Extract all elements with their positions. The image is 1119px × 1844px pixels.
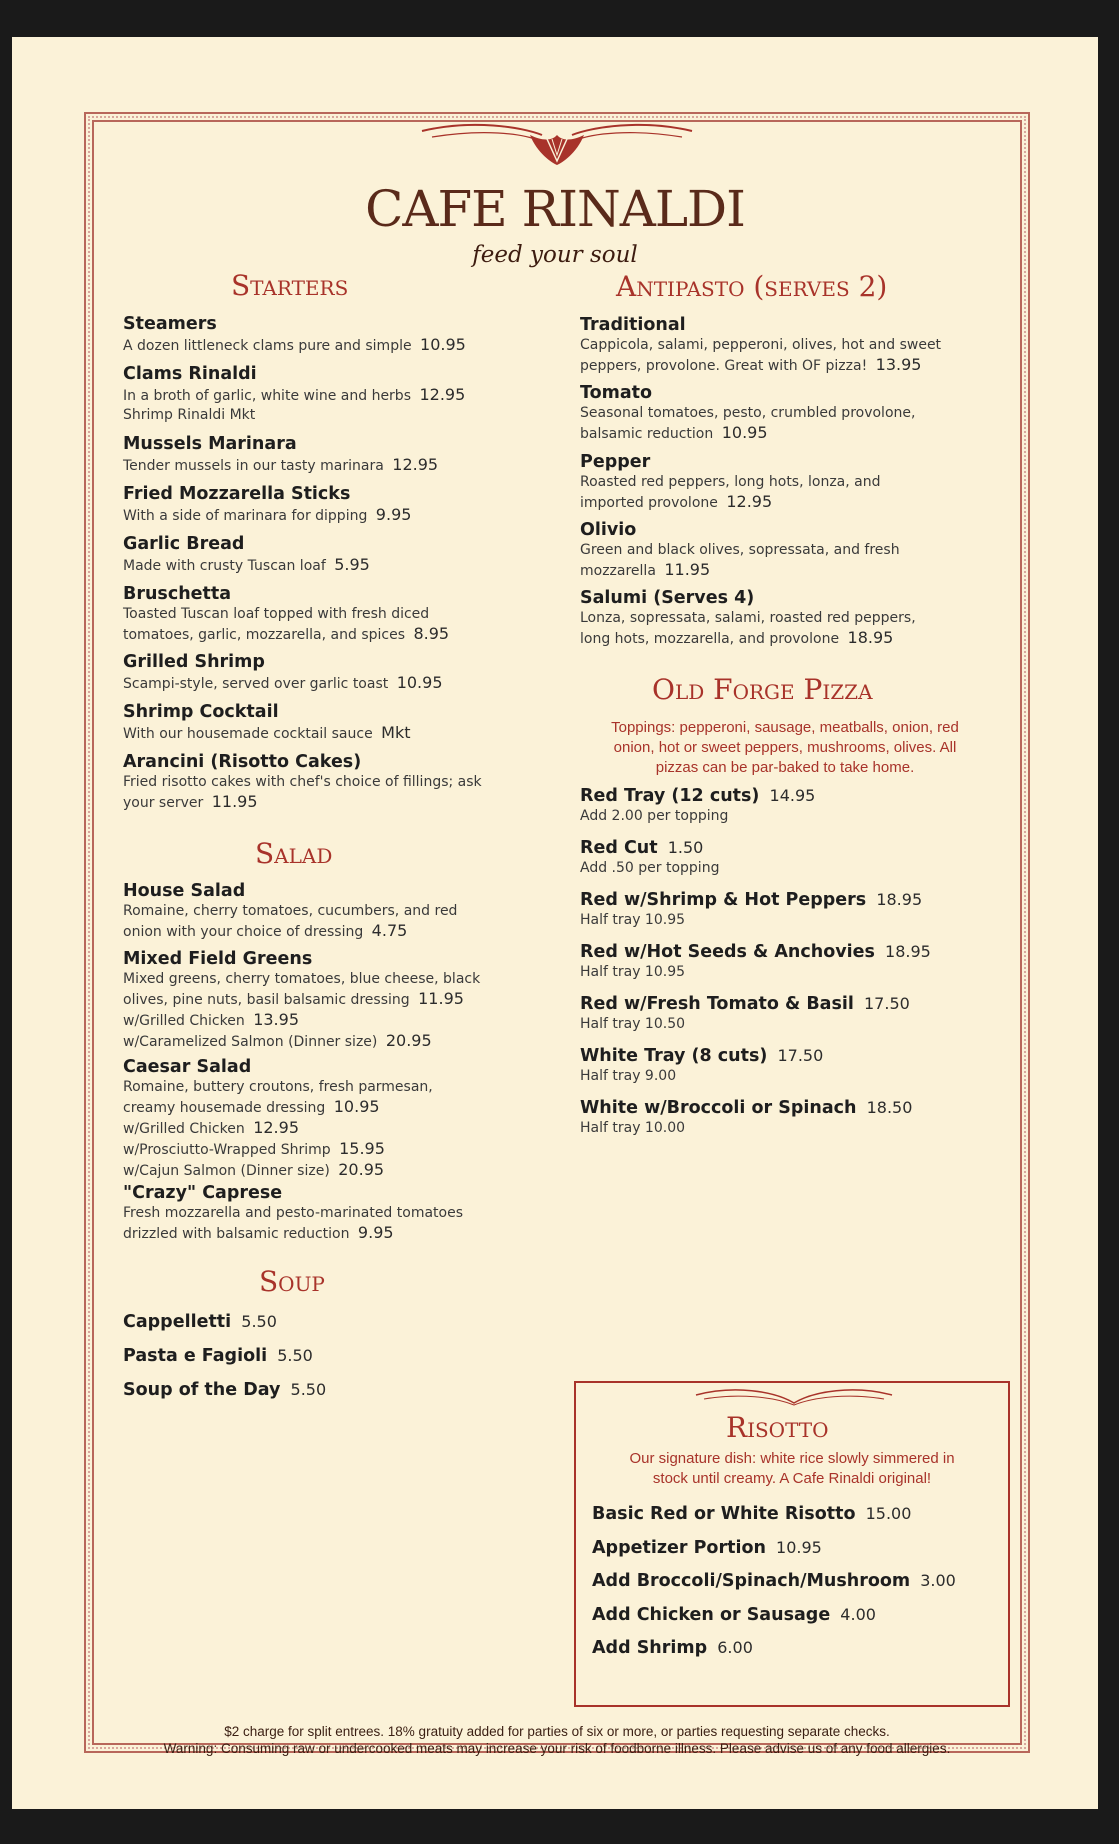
item-price: 4.00 (840, 1604, 876, 1624)
description-text: Fresh mozzarella and pesto-marinated tomatoes (123, 1205, 463, 1221)
item-subtext: Half tray 10.50 (580, 1016, 686, 1032)
item-name: Grilled Shrimp (123, 652, 265, 672)
risotto-item (592, 1503, 1024, 1525)
antipasto-item (580, 382, 1015, 444)
description-text: Shrimp Rinaldi Mkt (123, 407, 256, 423)
pizza-item (580, 1097, 1015, 1138)
note-line: stock until creamy. A Cafe Rinaldi original! (652, 1470, 932, 1487)
item-price: 11.95 (664, 560, 711, 579)
starters-item (123, 701, 543, 744)
item-price: 9.95 (375, 505, 412, 524)
item-description (123, 555, 543, 576)
description-text: Tender mussels in our tasty marinara (123, 458, 384, 474)
risotto-item (592, 1637, 1024, 1659)
item-name-text: Pasta e Fagioli (123, 1346, 268, 1366)
item-price: 17.50 (864, 994, 910, 1013)
item-subtext: Half tray 9.00 (580, 1068, 677, 1084)
item-price: 4.75 (371, 921, 408, 940)
item-name: Traditional (580, 315, 686, 335)
description-text: onion with your choice of dressing (123, 924, 364, 940)
item-price: 12.95 (419, 385, 466, 404)
starters-item (123, 533, 543, 576)
item-name: Mussels Marinara (123, 434, 297, 454)
add-on-line (123, 1139, 543, 1160)
item-price: 18.95 (876, 890, 923, 909)
item-name-text: Add Broccoli/Spinach/Mushroom (592, 1571, 911, 1591)
add-on-price: 13.95 (253, 1010, 299, 1029)
item-price: 10.95 (420, 335, 466, 354)
item-name (580, 941, 1015, 963)
pizza-item (580, 837, 1015, 878)
item-name: Pepper (580, 452, 651, 472)
risotto-item (592, 1570, 1024, 1592)
item-price: 18.95 (885, 942, 931, 961)
add-on-line (123, 1010, 543, 1031)
item-name: Tomato (580, 383, 653, 403)
risotto-box (574, 1381, 1010, 1707)
description-text: Seasonal tomatoes, pesto, crumbled provolone, (580, 405, 916, 421)
description-text: creamy housemade dressing (123, 1100, 326, 1116)
description-line (123, 624, 543, 645)
description-line (123, 673, 543, 694)
item-price: 10.95 (396, 673, 443, 692)
item-name (592, 1570, 1024, 1592)
item-description (580, 609, 1015, 649)
description-text: Green and black olives, sopressata, and fresh (580, 542, 900, 558)
add-on-label: w/Prosciutto-Wrapped Shrimp (123, 1142, 331, 1158)
item-name: Mixed Field Greens (123, 949, 313, 969)
item-name: Steamers (123, 314, 217, 334)
item-price: 17.50 (777, 1046, 824, 1065)
starters-item (123, 363, 543, 425)
add-on-line (123, 1031, 543, 1052)
add-on-label: w/Caramelized Salmon (Dinner size) (123, 1034, 378, 1050)
item-price: 5.50 (277, 1346, 313, 1365)
item-name (592, 1537, 1024, 1559)
item-price: 9.95 (357, 1223, 394, 1242)
item-subtext: Half tray 10.95 (580, 912, 686, 928)
item-name-text: Cappelletti (123, 1312, 232, 1332)
item-name (580, 1097, 1015, 1119)
description-text: Made with crusty Tuscan loaf (123, 558, 326, 574)
starters-item (123, 483, 543, 526)
item-description (123, 335, 543, 356)
item-name-text: Red w/Hot Seeds & Anchovies (580, 942, 875, 962)
item-price: 11.95 (418, 989, 464, 1008)
item-name-text: Red w/Fresh Tomato & Basil (580, 994, 854, 1014)
salad-item (123, 1056, 543, 1181)
description-line (123, 773, 543, 792)
item-name: Clams Rinaldi (123, 364, 257, 384)
description-text: Toasted Tuscan loaf topped with fresh diced (123, 606, 430, 622)
description-text: Scampi-style, served over garlic toast (123, 676, 389, 692)
item-price: 5.50 (290, 1380, 327, 1399)
pizza-item (580, 889, 1015, 930)
add-on-line (123, 1118, 543, 1139)
item-name (592, 1503, 1024, 1525)
description-text: mozzarella (580, 563, 656, 579)
item-description (580, 404, 1015, 444)
antipasto-item (580, 587, 1015, 649)
item-name: Arancini (Risotto Cakes) (123, 752, 362, 772)
item-name-text: Soup of the Day (123, 1380, 281, 1400)
description-line (123, 989, 543, 1010)
description-line (123, 970, 543, 989)
description-line (123, 385, 543, 406)
item-price: 10.95 (333, 1097, 380, 1116)
item-price: 3.00 (920, 1571, 956, 1590)
item-name: Shrimp Cocktail (123, 702, 279, 722)
item-name (592, 1604, 1024, 1626)
description-text: balsamic reduction (580, 426, 714, 442)
description-text: Roasted red peppers, long hots, lonza, and (580, 474, 881, 490)
item-name-text: Add Chicken or Sausage (592, 1604, 831, 1625)
description-text: Lonza, sopressata, salami, roasted red peppers, (580, 610, 916, 626)
add-on-price: 12.95 (253, 1118, 299, 1137)
description-text: Cappicola, salami, pepperoni, olives, hot and sweet (580, 337, 942, 353)
item-description (123, 1078, 543, 1181)
description-line (123, 605, 543, 624)
footer-line-split-charge: $2 charge for split entrees. 18% gratuity added for parties of six or more, or parties requesting separate checks. (224, 1724, 890, 1739)
note-line: Our signature dish: white rice slowly simmered in (629, 1450, 955, 1467)
item-name: Bruschetta (123, 584, 232, 604)
item-price: 12.95 (392, 455, 439, 474)
item-name: "Crazy" Caprese (123, 1183, 283, 1203)
description-line (123, 505, 543, 526)
note-line: Toppings: pepperoni, sausage, meatballs, onion, red (611, 719, 959, 736)
risotto-note (584, 1449, 1000, 1489)
item-price: 6.00 (717, 1638, 753, 1657)
item-description (123, 505, 543, 526)
top-ornament-icon (412, 121, 702, 181)
section-title-salad: Salad (255, 837, 333, 870)
item-description (123, 385, 543, 425)
starters-item (123, 313, 543, 356)
footer-line-warning: Warning: Consuming raw or undercooked meats may increase your risk of foodborne illness. Please advise us of any food allergies. (163, 1741, 951, 1756)
salad-item (123, 1182, 543, 1244)
item-description (123, 773, 543, 813)
description-text: olives, pine nuts, basil balsamic dressing (123, 992, 410, 1008)
description-text: your server (123, 795, 204, 811)
item-price: 11.95 (211, 792, 258, 811)
tagline: feed your soul (472, 242, 638, 268)
item-name (580, 837, 1015, 859)
item-name-text: White Tray (8 cuts) (580, 1046, 768, 1066)
note-line: pizzas can be par-baked to take home. (655, 759, 915, 776)
description-line (580, 560, 1015, 581)
item-name-text: Red w/Shrimp & Hot Peppers (580, 890, 867, 910)
description-text: With our housemade cocktail sauce (123, 726, 373, 742)
item-name-text: Red Tray (12 cuts) (580, 786, 760, 806)
item-description (123, 970, 543, 1052)
item-description (123, 605, 543, 645)
description-line (123, 555, 543, 576)
description-line (580, 404, 1015, 423)
footer-notes (92, 1723, 1022, 1757)
soup-item (123, 1379, 543, 1401)
menu-page (12, 37, 1098, 1809)
item-price: 1.50 (667, 838, 704, 857)
add-on-label: w/Grilled Chicken (123, 1013, 245, 1029)
description-line (123, 335, 543, 356)
description-line (580, 473, 1015, 492)
description-text: With a side of marinara for dipping (123, 508, 368, 524)
item-name (580, 993, 1015, 1015)
item-description (123, 902, 543, 942)
item-name-text: White w/Broccoli or Spinach (580, 1098, 857, 1118)
description-line (123, 902, 543, 921)
pizza-item (580, 785, 1015, 826)
item-price: 10.95 (721, 423, 768, 442)
description-line (123, 792, 543, 813)
antipasto-item (580, 519, 1015, 581)
pizza-toppings-note (580, 718, 990, 778)
item-name: Fried Mozzarella Sticks (123, 484, 351, 504)
description-line (123, 406, 543, 425)
item-name-text: Add Shrimp (592, 1638, 708, 1658)
description-text: Fried risotto cakes with chef's choice of fillings; ask (123, 774, 482, 790)
description-line (123, 1078, 543, 1097)
section-title-pizza: Old Forge Pizza (652, 673, 873, 706)
add-on-label: w/Cajun Salmon (Dinner size) (123, 1163, 330, 1179)
add-on-price: 20.95 (338, 1160, 385, 1179)
item-name: Olivio (580, 520, 637, 540)
item-price: 15.00 (865, 1504, 912, 1523)
description-line (580, 423, 1015, 444)
item-name (123, 1345, 543, 1367)
item-subtext: Half tray 10.95 (580, 964, 686, 980)
add-on-price: 20.95 (385, 1031, 432, 1050)
item-name: House Salad (123, 881, 246, 901)
pizza-item (580, 941, 1015, 982)
description-text: A dozen littleneck clams pure and simple (123, 338, 412, 354)
antipasto-item (580, 451, 1015, 513)
description-line (580, 492, 1015, 513)
item-price: 8.95 (413, 624, 450, 643)
item-name (580, 785, 1015, 807)
description-text: tomatoes, garlic, mozzarella, and spices (123, 627, 405, 643)
risotto-ornament-icon (694, 1387, 894, 1409)
item-name-text: Red Cut (580, 838, 658, 858)
item-name: Salumi (Serves 4) (580, 588, 755, 608)
description-line (580, 355, 1015, 376)
section-title-soup: Soup (259, 1265, 325, 1298)
description-text: long hots, mozzarella, and provolone (580, 631, 840, 647)
item-price: 10.95 (776, 1537, 822, 1557)
starters-item (123, 751, 543, 813)
item-description (580, 541, 1015, 581)
starters-item (123, 651, 543, 694)
item-price: 18.95 (847, 628, 894, 647)
description-line (123, 1223, 543, 1244)
description-text: peppers, provolone. Great with OF pizza! (580, 358, 868, 374)
item-description (580, 473, 1015, 513)
item-description (123, 673, 543, 694)
item-price: 13.95 (875, 355, 922, 374)
pizza-item (580, 1045, 1015, 1086)
description-line (580, 541, 1015, 560)
section-title-risotto: Risotto (726, 1411, 829, 1444)
salad-item (123, 880, 543, 942)
add-on-line (123, 1160, 543, 1181)
item-name (580, 889, 1015, 911)
pizza-item (580, 993, 1015, 1034)
description-text: Mixed greens, cherry tomatoes, blue cheese, black (123, 971, 481, 987)
item-description (123, 455, 543, 476)
item-subtext: Add 2.00 per topping (580, 808, 729, 824)
item-name (580, 1045, 1015, 1067)
item-description (123, 723, 543, 744)
item-price: 5.95 (334, 555, 370, 574)
item-name (592, 1637, 1024, 1659)
soup-item (123, 1345, 543, 1367)
item-name: Caesar Salad (123, 1057, 252, 1077)
description-line (123, 1204, 543, 1223)
antipasto-item (580, 314, 1015, 376)
item-name (123, 1379, 543, 1401)
item-name-text: Appetizer Portion (592, 1537, 766, 1558)
add-on-price: 15.95 (339, 1139, 385, 1158)
item-description (123, 1204, 543, 1244)
item-price: 18.50 (866, 1098, 913, 1117)
section-title-starters: Starters (231, 269, 349, 302)
description-text: Romaine, cherry tomatoes, cucumbers, and red (123, 903, 458, 919)
item-subtext: Half tray 10.00 (580, 1120, 686, 1136)
item-price: 12.95 (726, 492, 773, 511)
description-text: In a broth of garlic, white wine and herbs (123, 388, 411, 404)
description-line (580, 609, 1015, 628)
description-line (123, 1097, 543, 1118)
description-text: drizzled with balsamic reduction (123, 1226, 350, 1242)
salad-item (123, 948, 543, 1052)
item-subtext: Add .50 per topping (580, 860, 720, 876)
starters-item (123, 433, 543, 476)
add-on-label: w/Grilled Chicken (123, 1121, 245, 1137)
description-line (123, 921, 543, 942)
description-line (123, 723, 543, 744)
description-line (580, 336, 1015, 355)
item-price: 14.95 (769, 786, 816, 805)
description-text: Romaine, buttery croutons, fresh parmesan, (123, 1079, 433, 1095)
description-line (123, 455, 543, 476)
risotto-item (592, 1604, 1024, 1626)
item-price: 5.50 (241, 1312, 277, 1331)
soup-item (123, 1311, 543, 1333)
item-name: Garlic Bread (123, 534, 245, 554)
item-name-text: Basic Red or White Risotto (592, 1504, 856, 1524)
note-line: onion, hot or sweet peppers, mushrooms, olives. All (613, 739, 957, 756)
item-description (580, 336, 1015, 376)
item-name (123, 1311, 543, 1333)
risotto-item (592, 1537, 1024, 1559)
item-price: Mkt (381, 723, 411, 742)
description-text: imported provolone (580, 495, 718, 511)
starters-item (123, 583, 543, 645)
section-title-antipasto: Antipasto (serves 2) (616, 270, 888, 303)
restaurant-title: CAFE RINALDI (365, 180, 745, 238)
description-line (580, 628, 1015, 649)
